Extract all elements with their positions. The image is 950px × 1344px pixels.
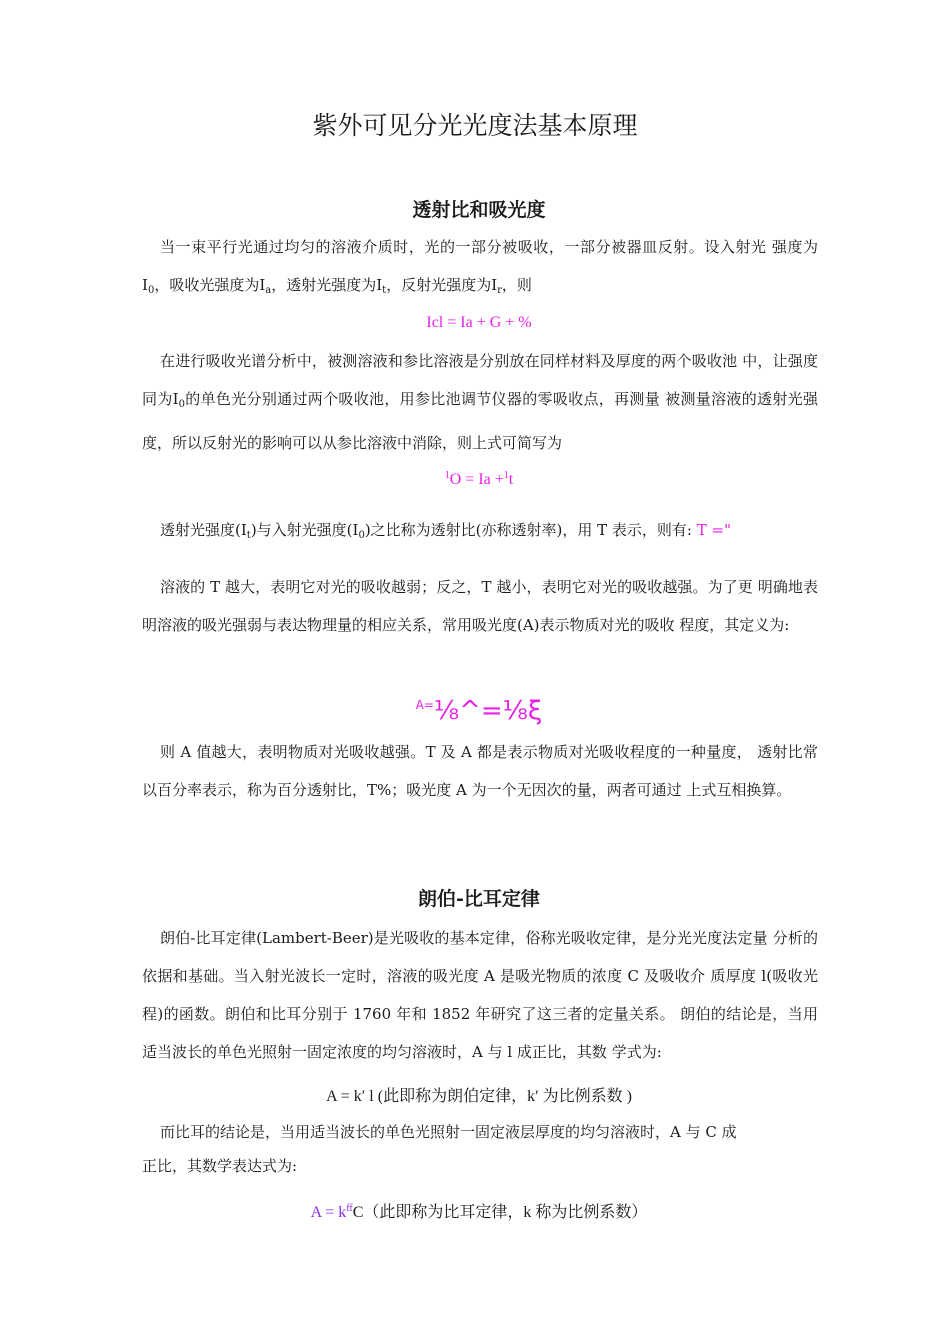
paragraph-absorbance-meaning: 则 A 值越大，表明物质对光吸收越强。T 及 A 都是表示物质对光吸收程度的一种量度， 透射比常以百分率表示，称为百分透射比，T%；吸光度 A 为一个无因次的量，两者可通过 上式互相换算。 (142, 743, 818, 799)
paragraph-lambert-beer-law: 朗伯-比耳定律(Lambert-Beer)是光吸收的基本定律，俗称光吸收定律，是分光光度法定量 分析的依据和基础。当入射光波长一定时，溶液的吸光度 A 是吸光物质的浓度 C 及吸收介 质厚度 l(吸收光程)的函数。朗伯和比耳分别于 1760 年和 1852 年研究了这三者的定量关系。 朗伯的结论是，当用适当波长的单色光照射一固定浓度的均匀溶液时，A 与 l 成正比，其数 学式为: (142, 929, 818, 1061)
section-heading-transmittance: 透射比和吸光度 (412, 199, 546, 221)
paragraph-intro: 当一束平行光通过均匀的溶液介质时，光的一部分被吸收，一部分被器皿反射。设入射光 强度为$I_0$，吸收光强度为$I_a$，透射光强度为$I_t$，反射光强度为$I_r$，则 (142, 238, 818, 296)
formula-beer-law: $A = k^{ff}C$（此即称为比耳定律，k 称为比例系数） (310, 1203, 648, 1221)
formula-simplified: $^1$O = Ia +$^1$t (444, 470, 514, 488)
paragraph-transmittance-definition: 透射光强度$(I_t)$与入射光强度$(I_0)$之比称为透射比(亦称透射率)，用 T 表示，则有: T =" (160, 521, 731, 541)
formula-intensity-sum: Icl = Ia + G + % (426, 314, 532, 331)
formula-absorbance-definition: $^{A=}$⅛^=⅛ξ (415, 696, 543, 726)
paragraph-beer-conclusion-line1: 而比耳的结论是，当用适当波长的单色光照射一固定液层厚度的均匀溶液时，A 与 C 成 (160, 1123, 737, 1141)
paragraph-reference-solution: 在进行吸收光谱分析中，被测溶液和参比溶液是分别放在同样材料及厚度的两个吸收池 中，让强度同为$I_0$的单色光分别通过两个吸收池，用参比池调节仪器的零吸收点，再测量 被测量溶液的透射光强度，所以反射光的影响可以从参比溶液中消除，则上式可简写为 (142, 352, 818, 452)
paragraph-absorbance-intro: 溶液的 T 越大，表明它对光的吸收越弱；反之，T 越小，表明它对光的吸收越强。为了更 明确地表明溶液的吸光强弱与表达物理量的相应关系，常用吸光度(A)表示物质对光的吸收 程度，其定义为: (142, 578, 818, 634)
formula-lambert-law: A = k′ l (此即称为朗伯定律，k′ 为比例系数 ) (326, 1088, 632, 1105)
page-title: 紫外可见分光光度法基本原理 (312, 111, 638, 140)
section-heading-lambert-beer: 朗伯-比耳定律 (418, 888, 540, 910)
paragraph-beer-conclusion-line2: 正比，其数学表达式为: (142, 1157, 298, 1175)
formula-transmittance: T =" (696, 521, 731, 539)
